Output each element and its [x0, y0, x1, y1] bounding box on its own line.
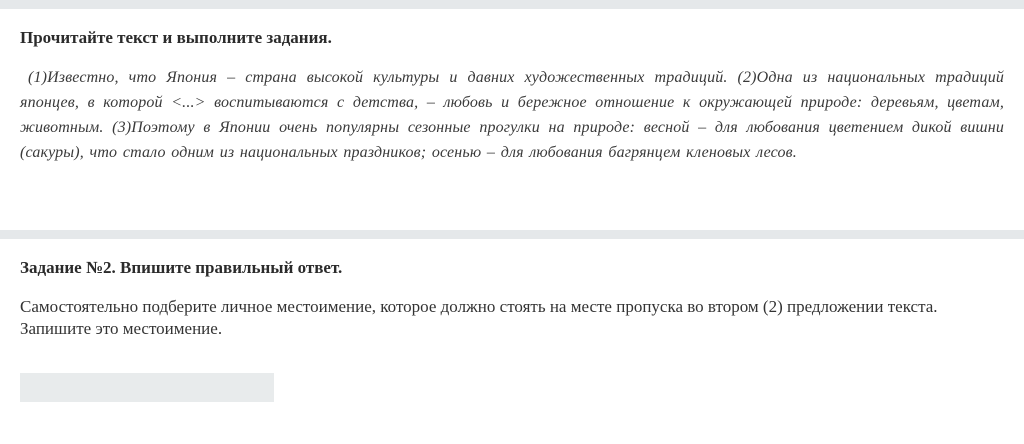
reading-title: Прочитайте текст и выполните задания.	[20, 28, 332, 47]
task-title: Задание №2. Впишите правильный ответ.	[20, 258, 343, 277]
reading-section	[0, 9, 1024, 230]
top-divider	[0, 0, 1024, 9]
task-section	[0, 239, 1024, 402]
reading-passage: (1)Известно, что Япония – страна высокой культуры и давних художественных традиций. (2)Одна из национальных традиций японцев, в которой <...> воспитываются с детства, – любовь и бережное отношение к окружающей природе: деревьям, цветам, животным. (3)Поэтому в Японии очень популярны сезонные прогулки на природе: весной – для любования цветением дикой вишни (сакуры), что стало одним из национальных праздников; осенью – для любования багрянцем кленовых лесов.	[20, 69, 1004, 161]
task-instructions: Самостоятельно подберите личное местоимение, которое должно стоять на месте пропуска во втором (2) предложении текста. Запишите это местоимение.	[20, 297, 938, 338]
section-divider	[0, 230, 1024, 239]
answer-input[interactable]	[20, 373, 274, 402]
